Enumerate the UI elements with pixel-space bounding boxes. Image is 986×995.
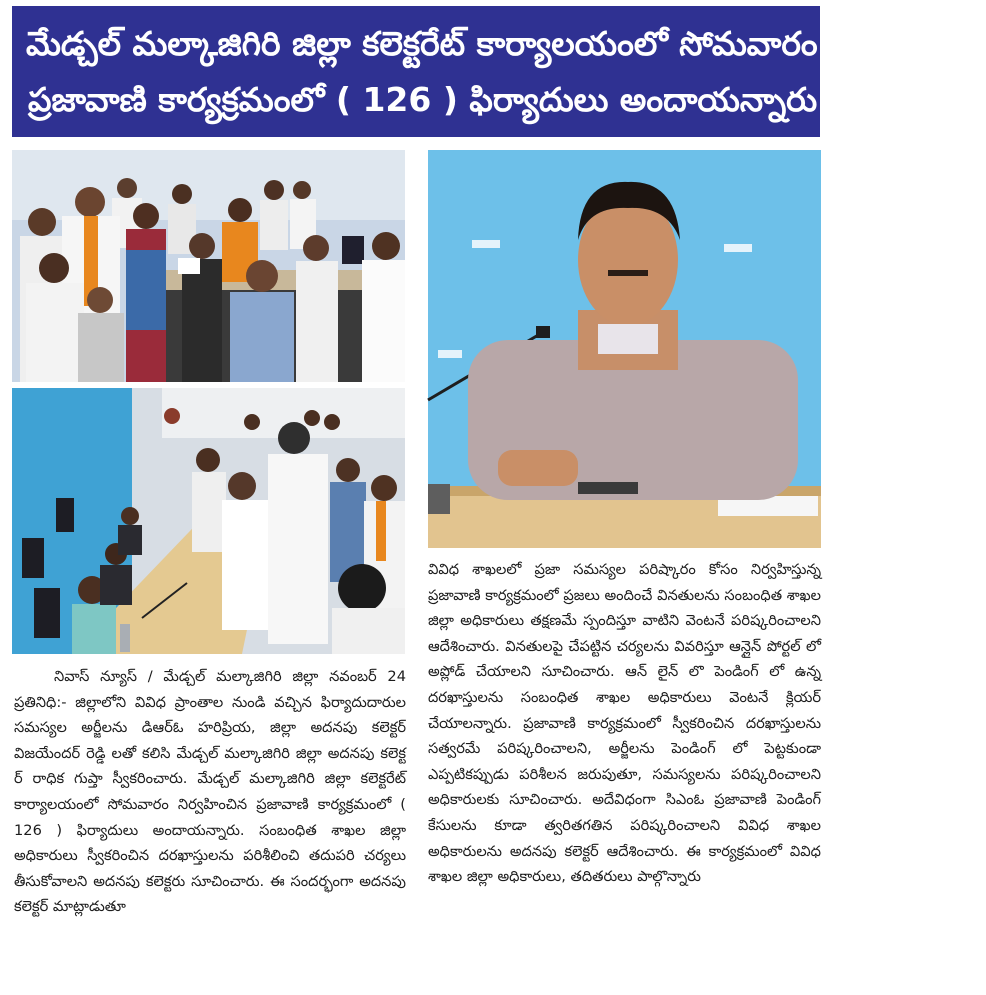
photo-additional-collector-image <box>428 150 821 548</box>
photo-meeting-hall-image <box>12 388 405 654</box>
photo-additional-collector <box>428 150 821 548</box>
photo-meeting-hall <box>12 388 405 654</box>
article-text-left: నివాస్ న్యూస్ / మేడ్చల్ మల్కాజిగిరి జిల్లా నవంబర్ 24 ప్రతినిధి:- జిల్లాలోని వివిధ ప్రాంతాల నుండి వచ్చిన ఫిర్యాదుదారుల సమస్యల అర్జీలను డిఆర్ఓ హరిప్రియ, జిల్లా అదనపు కలెక్టర్ విజయేందర్ రెడ్డి లతో కలిసి మేడ్చల్ మల్కాజిగిరి జిల్లా అదనపు కలెక్ట ర్ రాధిక గుప్తా స్వీకరించారు. మేడ్చల్ మల్కాజిగిరి జిల్లా కలెక్టరేట్ కార్యాలయంలో సోమవారం నిర్వహించిన ప్రజావాణి కార్యక్రమంలో ( 126 ) ఫిర్యాదులు అందాయన్నారు. సంబంధిత శాఖల జిల్లా అధికారులు స్వీకరించిన దరఖాస్తులను పరిశీలించి తదుపరి చర్యలు తీసుకోవాలని అదనపు కలెక్టరు సూచించారు. ఈ సందర్భంగా అదనపు కలెక్టర్ మాట్లాడుతూ <box>14 668 406 916</box>
headline-line-1: మేడ్చల్ మల్కాజిగిరి జిల్లా కలెక్టరేట్ కార్యాలయంలో సోమవారం నిర్వహించిన <box>26 24 986 63</box>
article-column-right <box>428 557 821 890</box>
photo-petition-group-image <box>12 150 405 382</box>
photo-petition-group <box>12 150 405 382</box>
article-text-right: వివిధ శాఖలలో ప్రజా సమస్యల పరిష్కారం కోసం నిర్వహిస్తున్న ప్రజావాణి కార్యక్రమంలో ప్రజలు అందించే వినతులను సంబంధిత శాఖల జిల్లా అధికారులు తక్షణమే స్పందిస్తూ వాటిని వెంటనే పరిష్కరించాలని ఆదేశించారు. వినతులపై చేపట్టిన చర్యలను వివరిస్తూ ఆన్లైన్ పోర్టల్ లో అప్లోడ్ చేయాలని సూచించారు. ఆన్ లైన్ లొ పెండింగ్ లో ఉన్న దరఖాస్తులను సంబంధిత శాఖల అధికారులు వెంటనే క్లియర్ చేయాలన్నారు. ప్రజావాణి కార్యక్రమంలో స్వీకరించిన దరఖాస్తులను సత్వరమే పరిష్కరించాలని, అర్జీలను పెండింగ్ లో పెట్టకుండా ఎప్పటికప్పుడు పరిశీలన జరుపుతూ, సమస్యలను పరిష్కరించాలని అధికారులకు సూచించారు. అదేవిధంగా సిఎంఓ ప్రజావాణి పెండింగ్ కేసులను కూడా త్వరితగతిన పరిష్కరించాలని వివిధ శాఖల అధికారులను అదనపు కలెక్టర్ ఆదేశించారు. ఈ కార్యక్రమంలో వివిధ శాఖల జిల్లా అధికారులు, తదితరులు పాల్గొన్నారు <box>428 561 822 886</box>
article-column-left <box>14 664 406 920</box>
headline-line-2: ప్రజావాణి కార్యక్రమంలో ( 126 ) ఫిర్యాదులు అందాయన్నారు. <box>28 80 830 119</box>
headline-banner <box>12 6 986 137</box>
